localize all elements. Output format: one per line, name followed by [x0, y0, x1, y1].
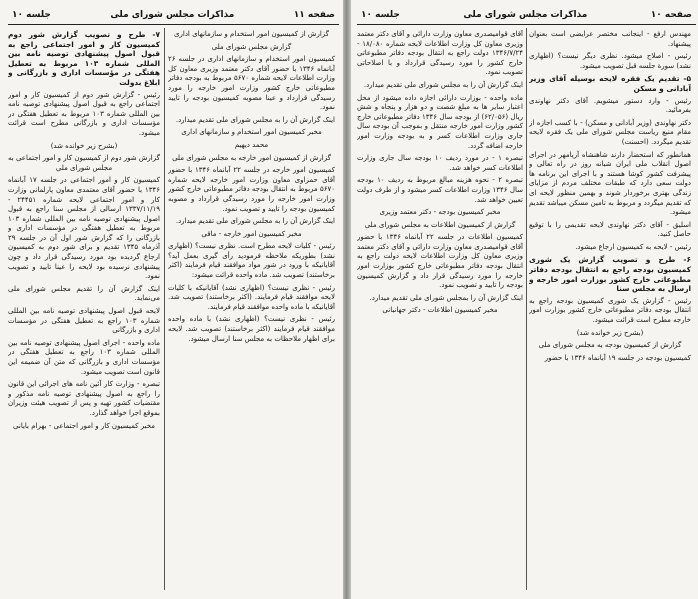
paragraph: اینک گزارش آن را به مجلس شورای ملی تقدیم میدارد.: [175, 115, 335, 124]
section-heading: ۵- تقدیم یک فقره لایحه بوسیله آقای وزیر آبادانی و مسکن: [529, 74, 691, 93]
paragraph: رئیس - نظری نیست؟ (اظهاری نشد) با ماده واحده موافقند قیام فرمایند (اکثر برخاستند) تصویب شد. لایحه برای اظهار ملاحظات به مجلس سنا ارسال میشود.: [168, 315, 335, 343]
paragraph: (بشرح زیر خوانده شد): [50, 141, 118, 150]
publication-title: مذاکرات مجلس شورای ملی: [110, 10, 235, 20]
text-column: [357, 30, 523, 590]
column-divider: [164, 28, 165, 590]
running-head: [357, 6, 696, 25]
paragraph: رئیس - نظری نیست؟ (اظهاری نشد) آقایانیکه با کلیات لایحه موافقند قیام فرمایند. (اکثر برخاستند) تصویب شد. آقایانیکه با ماده واحده موافقند قیام فرمایند.: [168, 283, 335, 311]
paragraph: آقای قوامیصدری معاون وزارت دارائی و آقای دکتر معتمد وزیری معاون کل وزارت اطلاعات لایحه شماره ۱۸/۰۸۰ - ۱۳۴۶/۷/۲۴ دولت راجع به انتقال بودجه دفاتر مطبوعاتی خارج کشور را مورد رسیدگی قرارداد و با اصلاحاتی تصویب نمود.: [357, 30, 523, 77]
paragraph: دکتر نهاوندی (وزیر آبادانی و مسکن) - با کسب اجازه از مقام منیع ریاست مجلس شورای ملی یک فقره لایحه تقدیم میگردد. (احسنت): [529, 118, 691, 146]
paragraph: کمیسیون امور استخدام و سازمانهای اداری در جلسه ۲۶ آبانماه ۱۳۴۶ با حضور آقای دکتر معتمد وزیری معاون کل وزارت اطلاعات لایحه شماره ۵۶۷۰ مربوط به بودجه دفاتر مطبوعاتی خارج کشور وزارت امور خارجه را مورد رسیدگی قرارداد و عینا مصوبه کمیسیون بودجه را تایید نمود.: [168, 55, 335, 112]
paragraph: تبصره ۱ - در مورد ردیف ۱۰ بودجه سال جاری وزارت اطلاعات کسر خواهد شد.: [357, 154, 523, 172]
paragraph: مخبر کمیسیون اطلاعات - دکتر جهانبانی: [382, 306, 498, 315]
paragraph: تبصره - وزارت کار آئین نامه های اجرائی این قانون را راجع به اصول پیشنهادی توصیه نامه مذکور و مقتضیات کشور تهیه و پس از تصویب هیئت وزیران بموقع اجرا خواهد گذارد.: [8, 380, 160, 417]
text-column: [529, 30, 691, 590]
page-number: صفحه ۱۱: [293, 10, 335, 20]
book-gutter: [343, 0, 351, 599]
paragraph: رئیس - وارد دستور میشویم. آقای دکتر نهاوندی بفرمائید.: [529, 96, 691, 115]
paragraph: گزارش شور دوم از کمیسیون کار و امور اجتماعی به مجلس شورای ملی: [8, 154, 160, 172]
paragraph: کمیسیون کار و امور اجتماعی در جلسه ۱۷ آبانماه ۱۳۴۶ با حضور آقای معتمدی معاون پارلمانی وزارت کار و امور اجتماعی لایحه شماره ۲۴۴۵۱ - ۱۳۳۷/۱۱/۱۹ ارسالی از مجلس سنا راجع به قبول اصول پیشنهادی توصیه نامه بین المللی شماره ۱۰۳ مربوط به تعطیل هفتگی در مؤسسات اداری و بازرگانی را که گزارش شور اول آن در جلسه ۲۹ آذرماه ۱۳۴۵ تقدیم و برای شور دوم به کمیسیون ارجاع گردیده بود مورد رسیدگی قرار داد و چون پیشنهادی نرسیده بود لایحه را عینا تایید و تصویب نمود.: [8, 176, 160, 281]
paragraph: اینک گزارش آن را به مجلس شورای ملی تقدیم میدارد.: [175, 217, 335, 226]
paragraph: کمیسیون امور خارجه در جلسه ۲۲ آبانماه ۱۳۴۶ با حضور آقای حمزاوی معاون وزارت امور خارجه لایحه شماره ۵۶۷۰ مربوط به انتقال بودجه دفاتر مطبوعاتی خارج کشور وزارت امور خارجه را مورد رسیدگی قرارداد و مصوبه کمیسیون بودجه را تایید و تصویب نمود.: [168, 166, 335, 213]
paragraph: مخبر کمیسیون امور خارجه - ماقی: [201, 229, 302, 238]
text-column: [168, 30, 335, 590]
paragraph: همانطور که استحضار دارند شاهنشاه آریامهر در اجرای اصول انقلاب ملی ایران شبانه روز در راه تعالی و پیشرفت کشور کوشا هستند و با اجرای این برنامه ها دولت سعی دارد که طبقات مختلف مردم از مزایای زندگی بهتری برخوردار شوند و بهمین منظور لایحه ای که تقدیم میگردد و مربوط به تامین مسکن میباشد تقدیم میشود.: [529, 150, 691, 217]
paragraph: اینک گزارش آن را به مجلس شورای ملی تقدیم میدارد.: [363, 80, 523, 89]
text-column: [8, 30, 160, 590]
section-heading: ۷- طرح و تصویب گزارش شور دوم کمیسیون کار و امور اجتماعی راجع به قبول اصول پیشنهادی توصیه نامه بین المللی شماره ۱۰۳ مربوط به تعطیل هفتگی در مؤسسات اداری و بازرگانی و ابلاغ بدولت: [8, 30, 160, 87]
paragraph: گزارش از کمیسیون امور استخدام و سازمانهای اداری: [174, 30, 329, 38]
section-heading: ۶- طرح و تصویب گزارش یک شوری کمیسیون بودجه راجع به انتقال بودجه دفاتر مطبوعاتی خارج کشور بوزارت امور خارجه و ارسال به مجلس سنا: [529, 255, 691, 294]
paragraph: رئیس - اصلاح میشود. نظری دیگر نیست؟ (اظهاری نشد) سورة جلسه قبل تصویب میشود.: [529, 52, 691, 70]
paragraph: رئیس - گزارش یک شوری کمیسیون بودجه راجع به انتقال بودجه دفاتر مطبوعاتی خارج کشور بوزارت امور خارجه مطرح است قرائت میشود.: [529, 296, 691, 325]
page-number: صفحه ۱۰: [650, 10, 692, 20]
session-number: جلسه ۱۰: [12, 10, 51, 20]
paragraph: اسلیق - آقای دکتر نهاوندی لایحه تقدیمی را با توقیع حاصل کنید.: [529, 220, 691, 239]
paragraph: مهندس ارفع - اینجانب مختصر عرایضی است بعنوان پیشنهاد.: [529, 30, 691, 48]
left-page: [0, 0, 343, 599]
paragraph: اینک گزارش آن را تقدیم مجلس شورای ملی می‌نماید.: [8, 284, 160, 303]
paragraph: لایحه قبول اصول پیشنهادی توصیه نامه بین المللی شماره ۱۰۳ راجع به تعطیل هفتگی در مؤسسات اداری و بازرگانی: [8, 307, 160, 335]
paragraph: رئیس - گزارش شور دوم از کمیسیون کار و امور اجتماعی راجع به قبول اصول پیشنهادی توصیه نامه بین المللی شماره ۱۰۳ مربوط به تعطیل هفتگی در مؤسسات اداری و بازرگانی مطرح است قرائت میشود.: [8, 90, 160, 137]
running-head: [8, 6, 339, 25]
paragraph: گزارش از کمیسیون اطلاعات به مجلس شورای ملی: [364, 220, 516, 229]
right-page: [351, 0, 698, 599]
paragraph: رئیس - کلیات لایحه مطرح است. نظری نیست؟ (اظهاری نشد) بطوریکه ملاحظه فرمودید رأی گیری بعمل آید؟ آقایانیکه با ورود در شور مواد موافقند قیام فرمایند (اکثر برخاستند) تصویب شد. ماده واحده قرائت میشود:: [168, 242, 335, 280]
paragraph: رئیس - لایحه به کمیسیون ارجاع میشود.: [575, 242, 691, 251]
paragraph: مخبر کمیسیون بودجه - دکتر معتمد وزیری: [379, 208, 501, 217]
paragraph: گزارش مجلس شورای ملی: [211, 42, 292, 51]
paragraph: محمد دیهیم: [234, 140, 269, 149]
column-divider: [526, 28, 527, 590]
paragraph: کمیسیون بودجه در جلسه ۱۹ آبانماه ۱۳۴۶ با حضور: [544, 353, 691, 362]
paragraph: ماده واحده - اجرای اصول پیشنهادی توصیه نامه بین المللی شماره ۱۰۳ راجع به تعطیل هفتگی در مؤسسات اداری و بازرگانی که متن آن ضمیمه این قانون است تصویب میشود.: [8, 338, 160, 376]
paragraph: مخبر کمیسیون کار و امور اجتماعی - بهرام بایانی: [13, 421, 155, 430]
paragraph: گزارش از کمیسیون امور خارجه به مجلس شورای ملی: [172, 153, 331, 162]
paragraph: کمیسیون اطلاعات در جلسه ۲۲ آبانماه ۱۳۴۶ با حضور آقای قوامیصدری معاون وزارت دارائی و آقای دکتر معتمد وزیری معاون کل وزارت اطلاعات لایحه دولت راجع به انتقال بودجه دفاتر مطبوعاتی خارج کشور بوزارت امور خارجه را مورد رسیدگی قرار داد و گزارش کمیسیون بودجه را تایید و تصویب نمود.: [357, 233, 523, 290]
session-number: جلسه ۱۰: [361, 10, 400, 20]
paragraph: گزارش از کمیسیون بودجه به مجلس شورای ملی: [538, 341, 682, 350]
paragraph: مخبر کمیسیون امور استخدام و سازمانهای اداری: [181, 128, 322, 137]
paragraph: تبصره ۲ - نحوه هزینه مبالغ مربوط به ردیف ۱۰ بودجه سال ۱۳۴۶ وزارت اطلاعات کسر میشود و از طرف دولت تعیین خواهد شد.: [357, 176, 523, 204]
publication-title: مذاکرات مجلس شورای ملی: [463, 10, 588, 20]
paragraph: ماده واحده - بوزارت دارائی اجازه داده میشود از محل اعتبار سایر ها به مبلغ شصت و دو هزار و پنجاه و شش ریال (۶۲/۰۵۶) از بودجه سال ۱۳۴۶ دفاتر مطبوعاتی خارج کشور وزارت امور خارجه منتقل و بموجب آن بودجه سال جاری وزارت اطلاعات کسر و به بودجه وزارت امور خارجه اضافه گردد.: [357, 93, 523, 150]
paragraph: (بشرح زیر خوانده شد): [576, 328, 644, 337]
paragraph: اینک گزارش آن را بمجلس شورای ملی تقدیم میدارد.: [369, 293, 523, 302]
